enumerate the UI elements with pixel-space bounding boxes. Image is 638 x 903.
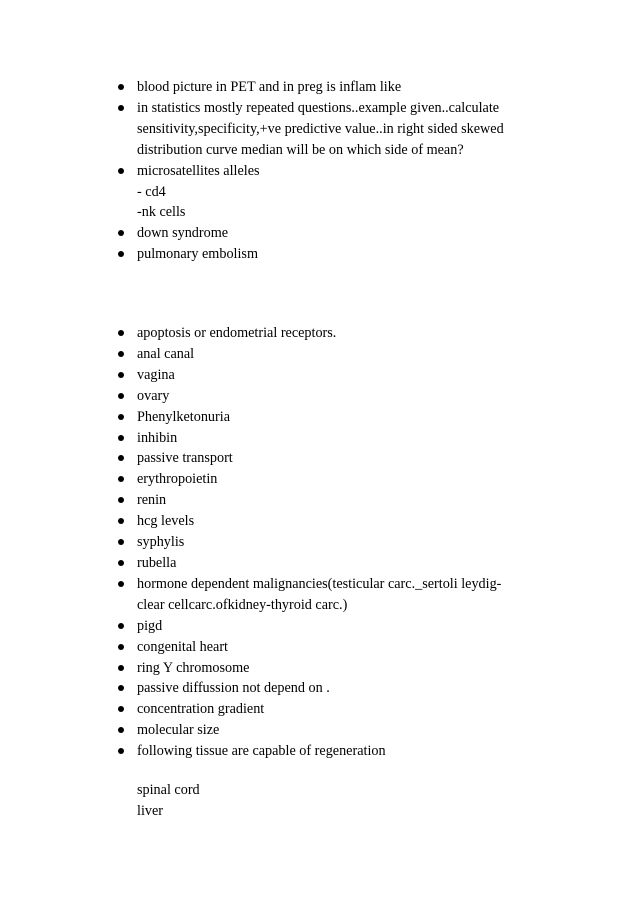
list-item — [118, 658, 588, 679]
item-text: syphylis — [137, 534, 185, 551]
bullet-icon — [118, 727, 124, 733]
bullet-icon — [118, 105, 124, 111]
item-text: vagina — [137, 366, 175, 383]
list-item — [118, 386, 588, 407]
item-text: ovary — [137, 387, 170, 404]
list-item — [118, 365, 588, 386]
list-item — [118, 490, 588, 511]
list-item — [118, 574, 588, 616]
item-subline: - cd4 — [137, 183, 166, 200]
list-item — [118, 77, 588, 98]
trailing-line: spinal cord — [137, 782, 200, 798]
bullet-icon — [118, 560, 124, 566]
bullet-icon — [118, 393, 124, 399]
item-text: congenital heart — [137, 638, 228, 655]
item-text: passive diffussion not depend on . — [137, 680, 330, 697]
bullet-icon — [118, 476, 124, 482]
bullet-icon — [118, 581, 124, 587]
item-text: erythropoietin — [137, 471, 218, 488]
item-text: anal canal — [137, 345, 195, 362]
item-subline: -nk cells — [137, 204, 186, 221]
item-text: blood picture in PET and in preg is inflam like — [137, 79, 402, 95]
trailing-text — [137, 780, 200, 822]
bullet-icon — [118, 644, 124, 650]
list-item — [118, 448, 588, 469]
item-text-continued: distribution curve median will be on which side of mean? — [137, 141, 464, 158]
bullet-icon — [118, 84, 124, 90]
list-item — [118, 616, 588, 637]
list-item — [118, 344, 588, 365]
item-text: rubella — [137, 554, 177, 571]
item-text: passive transport — [137, 450, 233, 467]
item-text: pigd — [137, 617, 163, 634]
bullet-icon — [118, 330, 124, 336]
bullet-icon — [118, 372, 124, 378]
bullet-icon — [118, 665, 124, 671]
list-item — [118, 161, 588, 224]
list-item — [118, 741, 588, 762]
bullet-list-bottom — [118, 323, 588, 762]
list-item — [118, 637, 588, 658]
bullet-icon — [118, 748, 124, 754]
list-item — [118, 428, 588, 449]
item-text: hcg levels — [137, 513, 195, 530]
bullet-icon — [118, 623, 124, 629]
list-item — [118, 678, 588, 699]
list-item — [118, 532, 588, 553]
list-item — [118, 469, 588, 490]
bullet-icon — [118, 230, 124, 236]
item-text-continued: clear cellcarc.ofkidney-thyroid carc.) — [137, 596, 348, 613]
list-item — [118, 323, 588, 344]
item-text: down syndrome — [137, 225, 229, 242]
bullet-icon — [118, 706, 124, 712]
list-item — [118, 244, 588, 265]
bullet-icon — [118, 539, 124, 545]
bullet-icon — [118, 497, 124, 503]
list-item — [118, 98, 588, 161]
list-item — [118, 223, 588, 244]
list-item — [118, 407, 588, 428]
bullet-icon — [118, 435, 124, 441]
bullet-icon — [118, 414, 124, 420]
bullet-list-top — [118, 77, 588, 265]
item-text: apoptosis or endometrial receptors. — [137, 325, 337, 341]
trailing-line: liver — [137, 802, 163, 819]
item-text: ring Y chromosome — [137, 659, 250, 676]
item-text: in statistics mostly repeated questions..example given..calculate — [137, 99, 500, 116]
bullet-icon — [118, 685, 124, 691]
item-text: renin — [137, 492, 167, 509]
bullet-icon — [118, 168, 124, 174]
item-text: Phenylketonuria — [137, 408, 230, 425]
item-text: pulmonary embolism — [137, 246, 258, 263]
item-text: concentration gradient — [137, 701, 265, 718]
item-text: microsatellites alleles — [137, 162, 260, 179]
bullet-icon — [118, 455, 124, 461]
bullet-icon — [118, 251, 124, 257]
item-text-continued: sensitivity,specificity,+ve predictive value..in right sided skewed — [137, 120, 504, 137]
list-item — [118, 511, 588, 532]
list-item — [118, 720, 588, 741]
list-item — [118, 553, 588, 574]
item-text: inhibin — [137, 429, 178, 446]
item-text: molecular size — [137, 722, 220, 739]
item-text: hormone dependent malignancies(testicular carc._sertoli leydig- — [137, 575, 502, 592]
list-item — [118, 699, 588, 720]
bullet-icon — [118, 351, 124, 357]
item-text: following tissue are capable of regeneration — [137, 743, 386, 760]
bullet-icon — [118, 518, 124, 524]
